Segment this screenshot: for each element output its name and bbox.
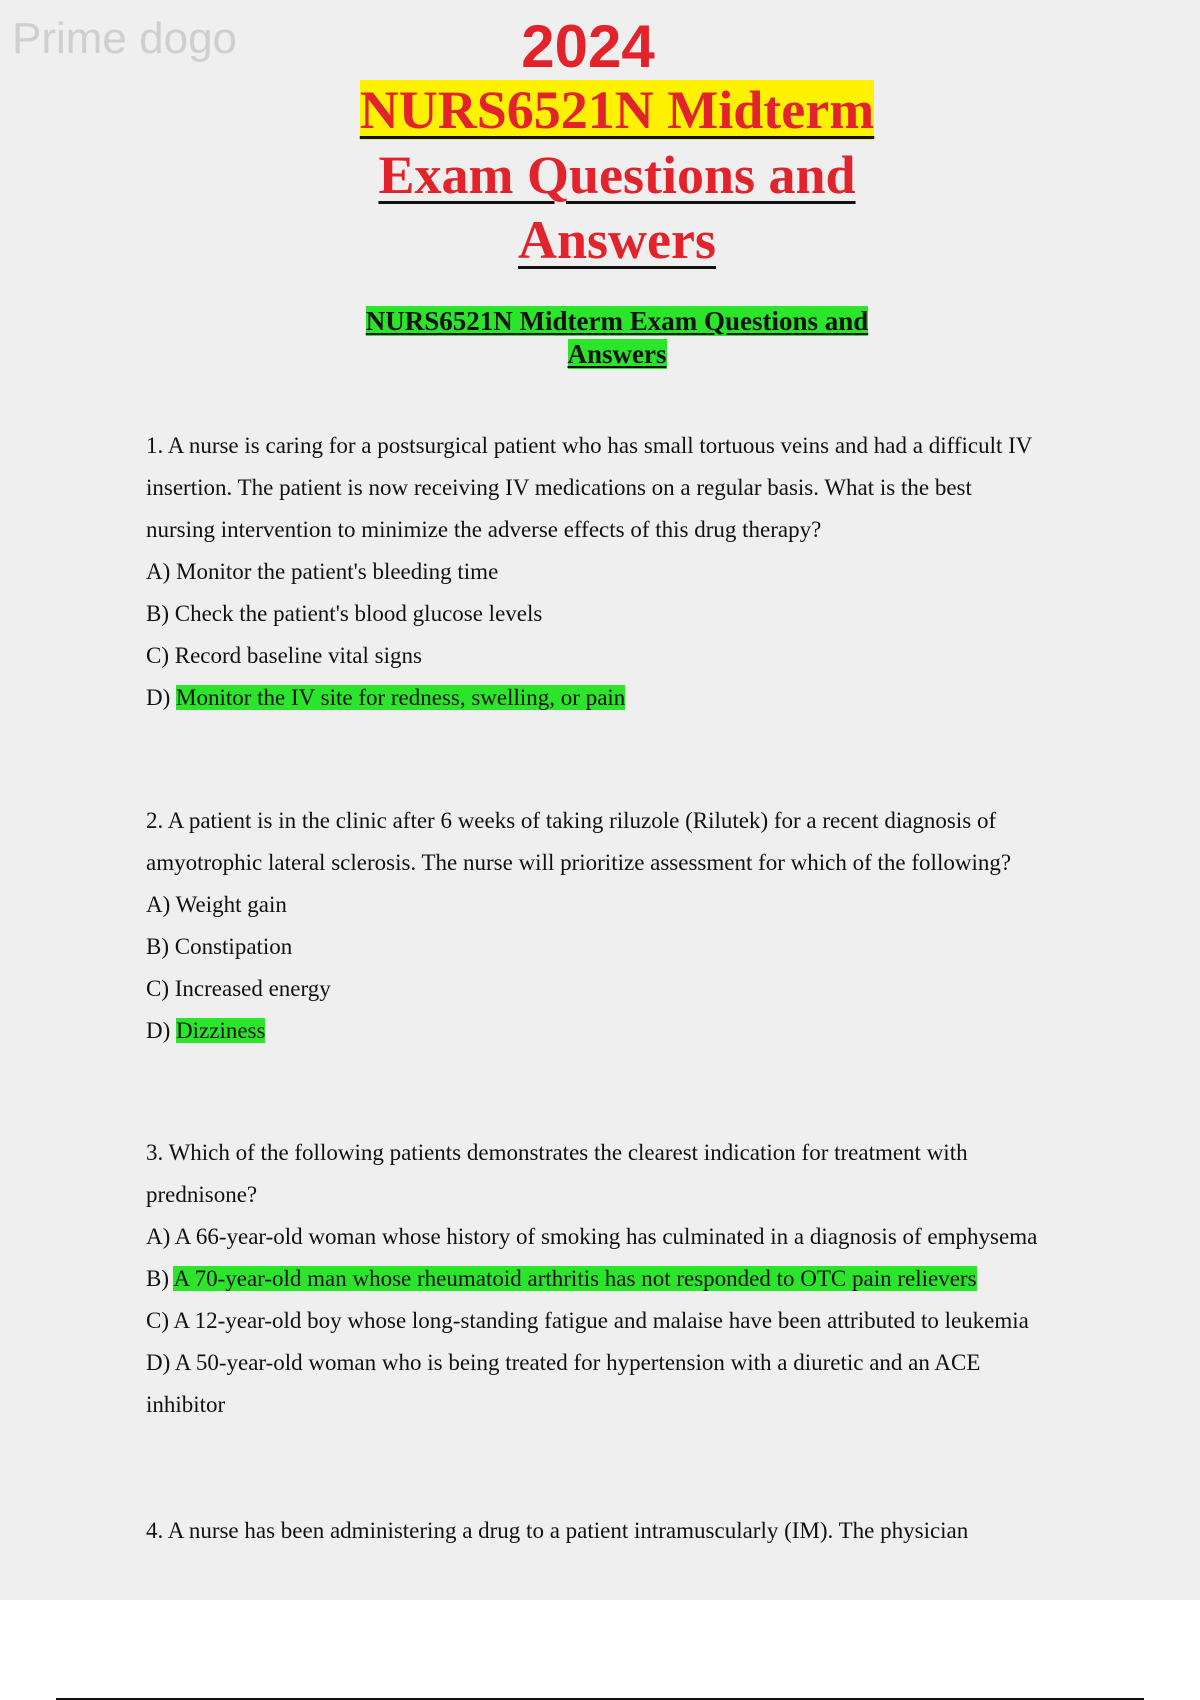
question-stem-line: nursing intervention to minimize the adverse effects of this drug therapy?	[146, 517, 822, 542]
watermark: Prime dogo	[12, 14, 238, 63]
document-subtitle	[0, 305, 1200, 371]
subtitle-line: Answers	[567, 339, 667, 369]
question-stem-line: amyotrophic lateral sclerosis. The nurse will prioritize assessment for which of the following?	[146, 850, 1012, 875]
question-stem-line: 3. Which of the following patients demonstrates the clearest indication for treatment with	[146, 1140, 968, 1165]
answer-option: D) A 50-year-old woman who is being treated for hypertension with a diuretic and an ACE	[146, 1350, 981, 1375]
correct-answer-highlight: A 70-year-old man whose rheumatoid arthritis has not responded to OTC pain relievers	[173, 1266, 977, 1291]
question-stem-line: insertion. The patient is now receiving IV medications on a regular basis. What is the best	[146, 475, 972, 500]
answer-option-text: A 12-year-old boy whose long-standing fatigue and malaise have been attributed to leukemia	[173, 1308, 1029, 1333]
answer-option: A) A 66-year-old woman whose history of smoking has culminated in a diagnosis of emphysema	[146, 1224, 1038, 1249]
answer-option-correct: B) A 70-year-old man whose rheumatoid arthritis has not responded to OTC pain relievers	[146, 1266, 977, 1291]
answer-option: C) Increased energy	[146, 976, 331, 1001]
subtitle-line: NURS6521N Midterm Exam Questions and	[365, 306, 869, 336]
answer-option-text: Check the patient's blood glucose levels	[174, 601, 543, 626]
answer-option-continuation: inhibitor	[146, 1392, 226, 1417]
question-stem-line: 1. A nurse is caring for a postsurgical patient who has small tortuous veins and had a difficult IV	[146, 433, 1033, 458]
answer-option: A) Weight gain	[146, 892, 287, 917]
question-4	[146, 1510, 1096, 1552]
title-line: NURS6521N Midterm	[359, 80, 875, 140]
title-line: Exam Questions and	[378, 145, 856, 205]
answer-option-text: Increased energy	[174, 976, 331, 1001]
answer-option-text: A 66-year-old woman whose history of smoking has culminated in a diagnosis of emphysema	[174, 1224, 1038, 1249]
answer-option-text: Monitor the patient's bleeding time	[176, 559, 499, 584]
correct-answer-highlight: Monitor the IV site for redness, swelling, or pain	[176, 685, 626, 710]
answer-option: C) A 12-year-old boy whose long-standing fatigue and malaise have been attributed to leukemia	[146, 1308, 1029, 1333]
answer-option-text: Record baseline vital signs	[174, 643, 422, 668]
answer-option: B) Constipation	[146, 934, 293, 959]
answer-option: B) Check the patient's blood glucose levels	[146, 601, 543, 626]
answer-option-correct: D) Dizziness	[146, 1018, 266, 1043]
question-stem-line: 4. A nurse has been administering a drug to a patient intramuscularly (IM). The physician	[146, 1518, 969, 1543]
question-2	[146, 800, 1096, 1052]
answer-option: C) Record baseline vital signs	[146, 643, 422, 668]
document-year: 2024	[521, 13, 655, 80]
question-1	[146, 425, 1096, 719]
answer-option-text: Weight gain	[175, 892, 287, 917]
document-title	[0, 80, 1200, 275]
answer-option-text: Constipation	[174, 934, 293, 959]
question-3	[146, 1132, 1096, 1426]
answer-option-text: A 50-year-old woman who is being treated for hypertension with a diuretic and an ACE	[174, 1350, 981, 1375]
question-stem-line: prednisone?	[146, 1182, 258, 1207]
answer-option: A) Monitor the patient's bleeding time	[146, 559, 499, 584]
correct-answer-highlight: Dizziness	[176, 1018, 266, 1043]
title-line: Answers	[518, 210, 716, 270]
question-stem-line: 2. A patient is in the clinic after 6 weeks of taking riluzole (Rilutek) for a recent diagnosis of	[146, 808, 997, 833]
answer-option-correct: D) Monitor the IV site for redness, swelling, or pain	[146, 685, 626, 710]
